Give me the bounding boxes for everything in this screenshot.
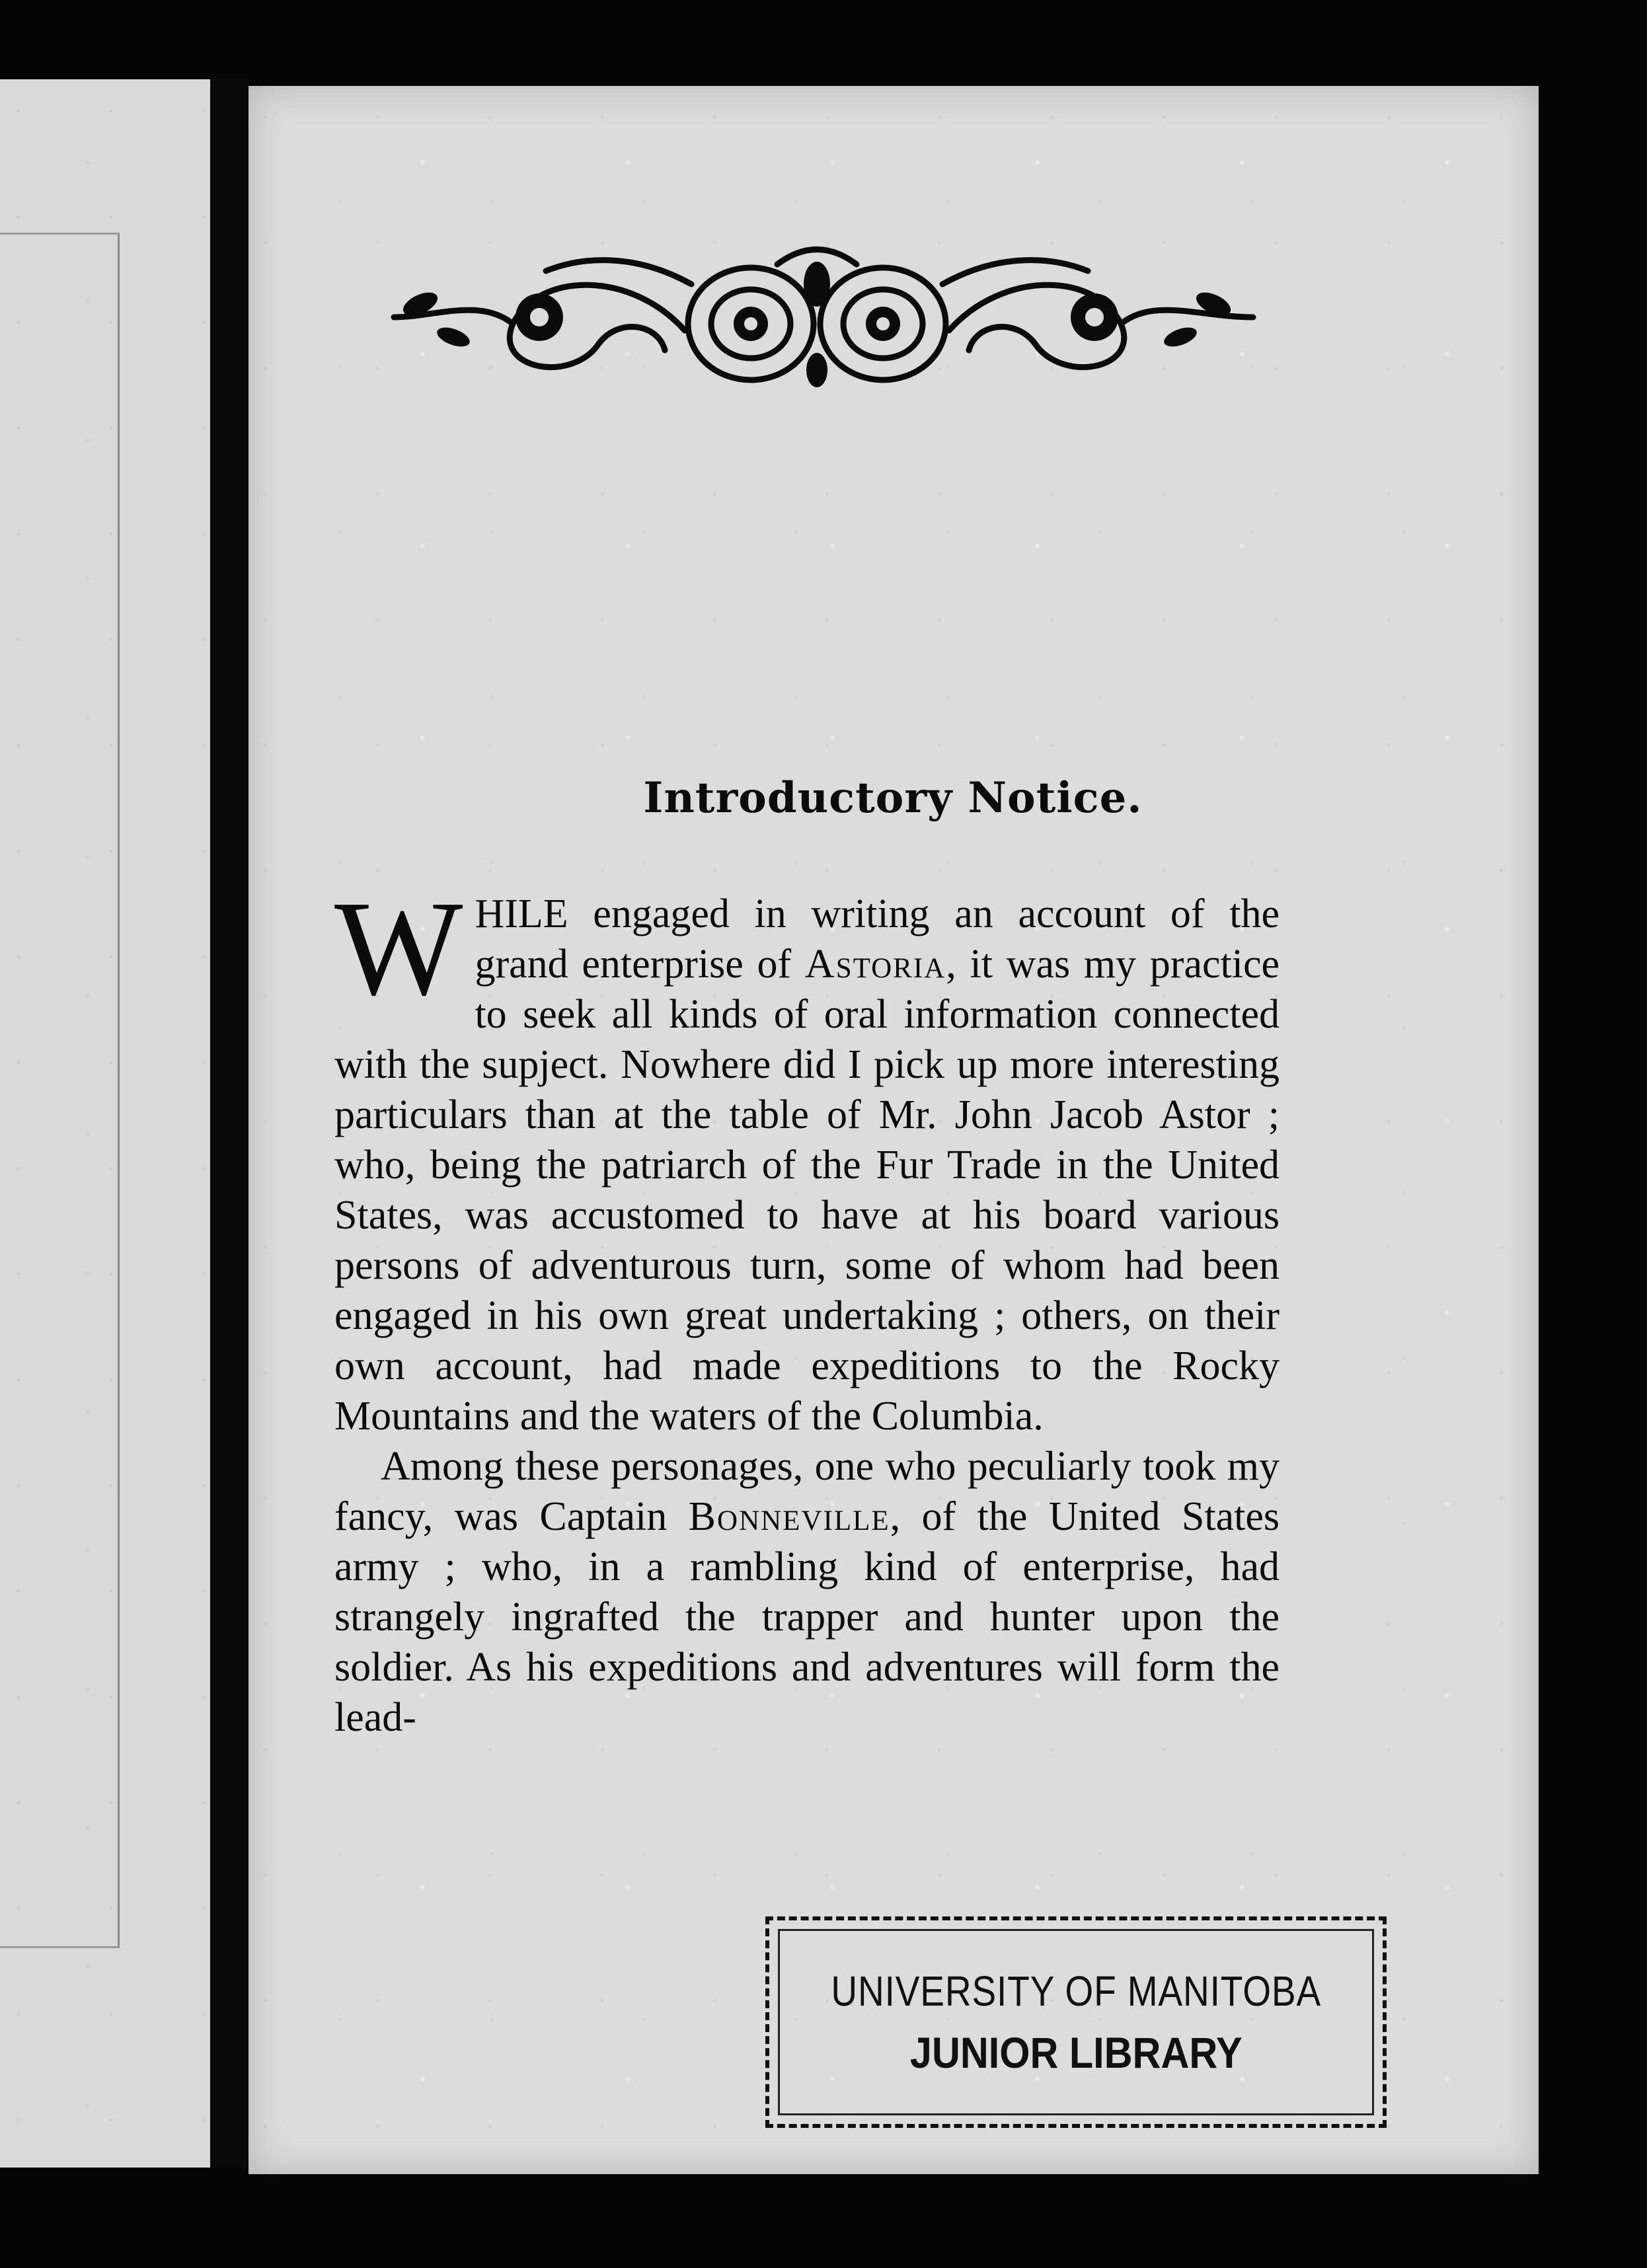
page-heading: Introductory Notice. [643,773,1143,823]
text-segment: HILE [475,891,594,936]
paragraph-2 [334,1441,1280,1743]
paragraph-1 [334,872,1280,1441]
text-segment: engaged in writing an account of the grand enterprise of [475,891,1280,987]
stamp-institution: UNIVERSITY OF MANITOBA [831,1967,1321,2015]
text-segment: , of the United States army ; who, in a rambling kind of enterprise, had strangely ingrafted the trapper and hunter upon the soldier. As his expeditions and adventures will form the lead- [334,1494,1280,1740]
text-segment: , it was my practice to seek all kinds of oral information connected with the supject. Nowhere did I pick up more interesting particulars than at the table of Mr. John Jacob Astor ; who, being the patriarch of the Fur Trade in the United States, was accustomed to have at his board various persons of adventurous turn, some of whom had been engaged in his own great undertaking ; others, on their own account, had made expeditions to the Rocky Mountains and the waters of the Columbia. [334,942,1280,1439]
left-page-border [0,233,120,1948]
book-page [249,86,1539,2174]
ornament-icon [381,245,1266,397]
library-stamp [765,1916,1387,2128]
left-facing-page [0,79,210,2168]
drop-cap: W [334,872,463,1024]
small-caps-segment: Astoria [804,942,946,987]
book-gutter [210,79,249,2168]
body-text [334,872,1280,1743]
text-segment: Among these personages, one who peculiarly took my fancy, was Captain [334,1444,1280,1539]
stamp-library: JUNIOR LIBRARY [909,2028,1243,2077]
small-caps-segment: Bonneville [688,1494,890,1539]
